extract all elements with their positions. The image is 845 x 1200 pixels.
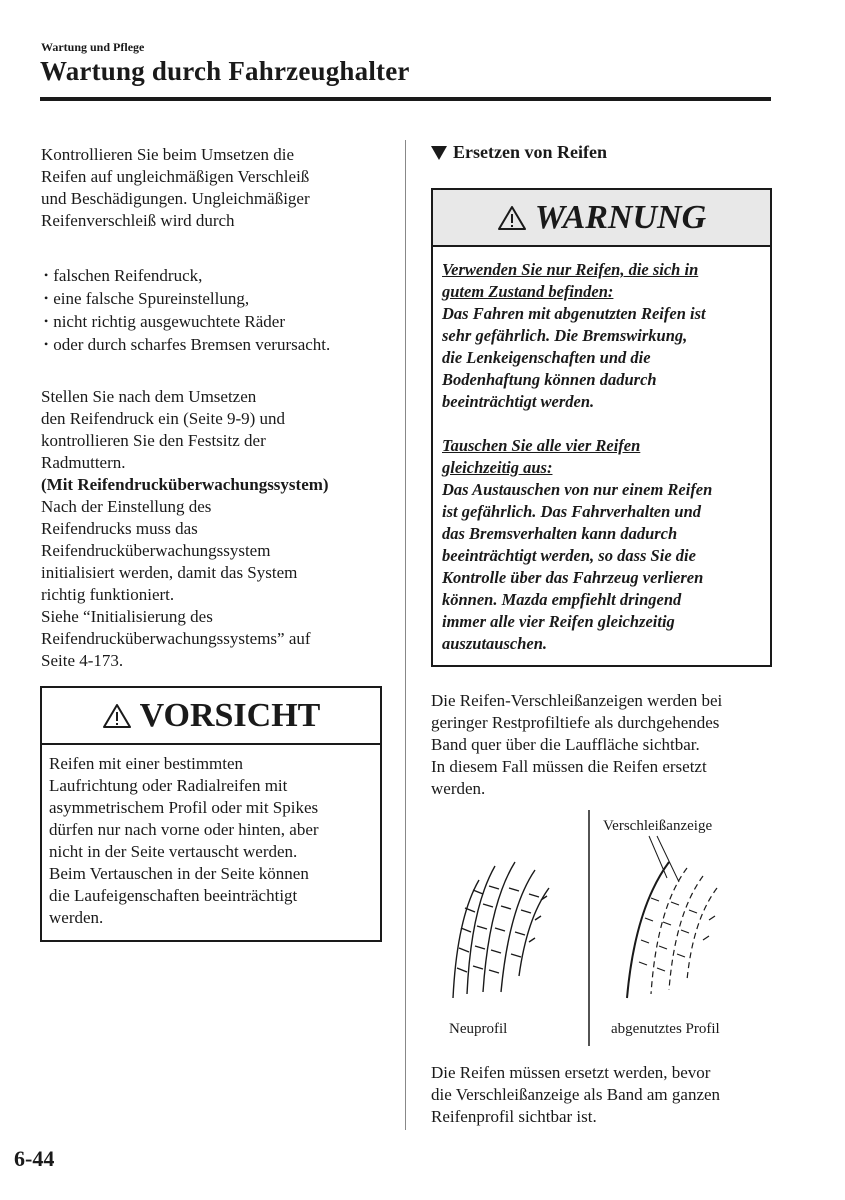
triangle-down-icon (431, 146, 447, 160)
warning-triangle-icon (497, 205, 527, 231)
worn-tread-label: abgenutztes Profil (611, 1021, 720, 1037)
caution-text: Reifen mit einer bestimmten Laufrichtung oder Radialreifen mit asymmetrischem Profil oder mit Spikes dürfen nur nach vorne oder hinten, aber nicht in der Seite vertauscht werden. Beim Vertauschen in der Seite können die Laufeigenschaften beeinträchtigt werden. (49, 754, 319, 927)
cause-list (44, 264, 394, 356)
replace-paragraph: Die Reifen müssen ersetzt werden, bevor die Verschleißanzeige als Band am ganzen Reifenprofil sichtbar ist. (431, 1063, 721, 1126)
column-divider (405, 140, 406, 1130)
indicator-paragraph: Die Reifen-Verschleißanzeigen werden bei geringer Restprofiltiefe als durchgehendes Band quer über die Lauffläche sichtbar. In diesem Fall müssen die Reifen ersetzt werden. (431, 691, 723, 798)
page-number: 6-44 (14, 1146, 55, 1171)
intro-paragraph: Kontrollieren Sie beim Umsetzen die Reifen auf ungleichmäßigen Verschleiß und Beschädigungen. Ungleichmäßiger Reifenverschleiß wird durch (41, 145, 310, 230)
caution-title: VORSICHT (139, 696, 321, 734)
caution-box (40, 686, 382, 942)
caution-header (42, 688, 380, 745)
warning-header (433, 190, 770, 247)
tread-figure (431, 808, 776, 1048)
worn-tread-drawing (627, 836, 717, 998)
page-title: Wartung durch Fahrzeughalter (40, 56, 410, 86)
pressure-paragraph: Stellen Sie nach dem Umsetzen den Reifendruck ein (Seite 9-9) und kontrollieren Sie den Festsitz der Radmuttern. (Mit Reifendrucküberwachungssystem) Nach der Einstellung des Reifendrucks muss das Reifendrucküberwachungssystem initialisiert werden, damit das System richtig funktioniert. Siehe “Initialisierung des Reifendrucküberwachungssystems” auf Seite 4-173. (41, 386, 391, 672)
list-item: • eine falsche Spureinstellung, (44, 287, 394, 310)
new-tread-label: Neuprofil (449, 1021, 508, 1037)
warning-title: WARNUNG (534, 198, 707, 236)
section-label: Wartung und Pflege (41, 40, 145, 54)
indicator-label: Verschleißanzeige (603, 818, 713, 834)
title-rule (40, 97, 771, 101)
warning-triangle-icon (102, 703, 132, 729)
list-item: • oder durch scharfes Bremsen verursacht. (44, 333, 394, 356)
new-tread-drawing (453, 862, 549, 998)
tpms-label: (Mit Reifendrucküberwachungssystem) (41, 475, 329, 494)
list-item: • nicht richtig ausgewuchtete Räder (44, 310, 394, 333)
tread-illustration (431, 808, 776, 1048)
warning-box (431, 188, 772, 667)
subheading: Ersetzen von Reifen (431, 142, 607, 163)
warning-text: Verwenden Sie nur Reifen, die sich in gutem Zustand befinden: Das Fahren mit abgenutzten Reifen ist sehr gefährlich. Die Bremswirkung, die Lenkeigenschaften und die Bodenhaftung können dadurch beeinträchtigt werden. Tauschen Sie alle vier Reifen gleichzeitig aus: Das Austauschen von nur einem Reifen ist gefährlich. Das Fahrverhalten und das Bremsverhalten kann dadurch beeinträchtigt werden, so dass Sie die Kontrolle über das Fahrzeug verlieren können. Mazda empfiehlt dringend immer alle vier Reifen gleichzeitig auszutauschen. (442, 260, 713, 653)
list-item: • falschen Reifendruck, (44, 264, 394, 287)
